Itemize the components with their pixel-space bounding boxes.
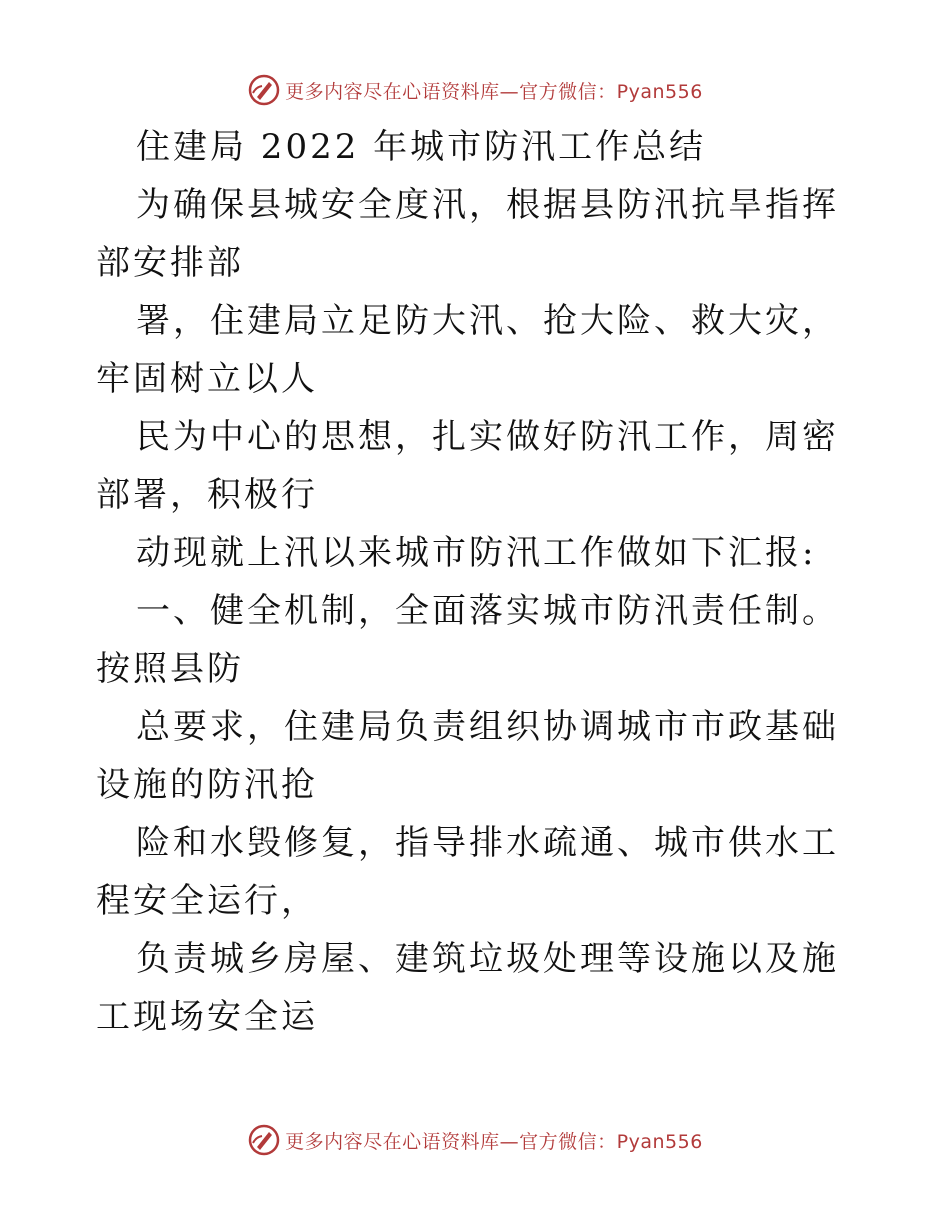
paragraph: 民为中心的思想，扎实做好防汛工作，周密部署，积极行 <box>96 417 839 515</box>
paragraph: 负责城乡房屋、建筑垃圾处理等设施以及施工现场安全运 <box>96 939 839 1037</box>
paragraph: 险和水毁修复，指导排水疏通、城市供水工程安全运行， <box>96 823 839 921</box>
watermark-text: 更多内容尽在心语资料库—官方微信：Pyan556 <box>285 80 703 103</box>
document-title: 住建局 2022 年城市防汛工作总结 <box>136 127 707 167</box>
paragraph: 署，住建局立足防大汛、抢大险、救大灾，牢固树立以人 <box>96 301 839 399</box>
pen-logo-icon <box>247 1123 281 1157</box>
paragraph: 动现就上汛以来城市防汛工作做如下汇报: <box>136 533 817 573</box>
pen-logo-icon <box>247 73 281 107</box>
paragraph: 为确保县城安全度汛，根据县防汛抗旱指挥部安排部 <box>96 185 839 283</box>
watermark-text: 更多内容尽在心语资料库—官方微信：Pyan556 <box>285 1130 703 1153</box>
paragraph: 总要求，住建局负责组织协调城市市政基础设施的防汛抢 <box>96 707 839 805</box>
paragraph: 一、健全机制，全面落实城市防汛责任制。按照县防 <box>96 591 839 689</box>
watermark-header <box>0 70 950 110</box>
watermark-footer <box>0 1120 950 1160</box>
document-body <box>96 118 856 1046</box>
